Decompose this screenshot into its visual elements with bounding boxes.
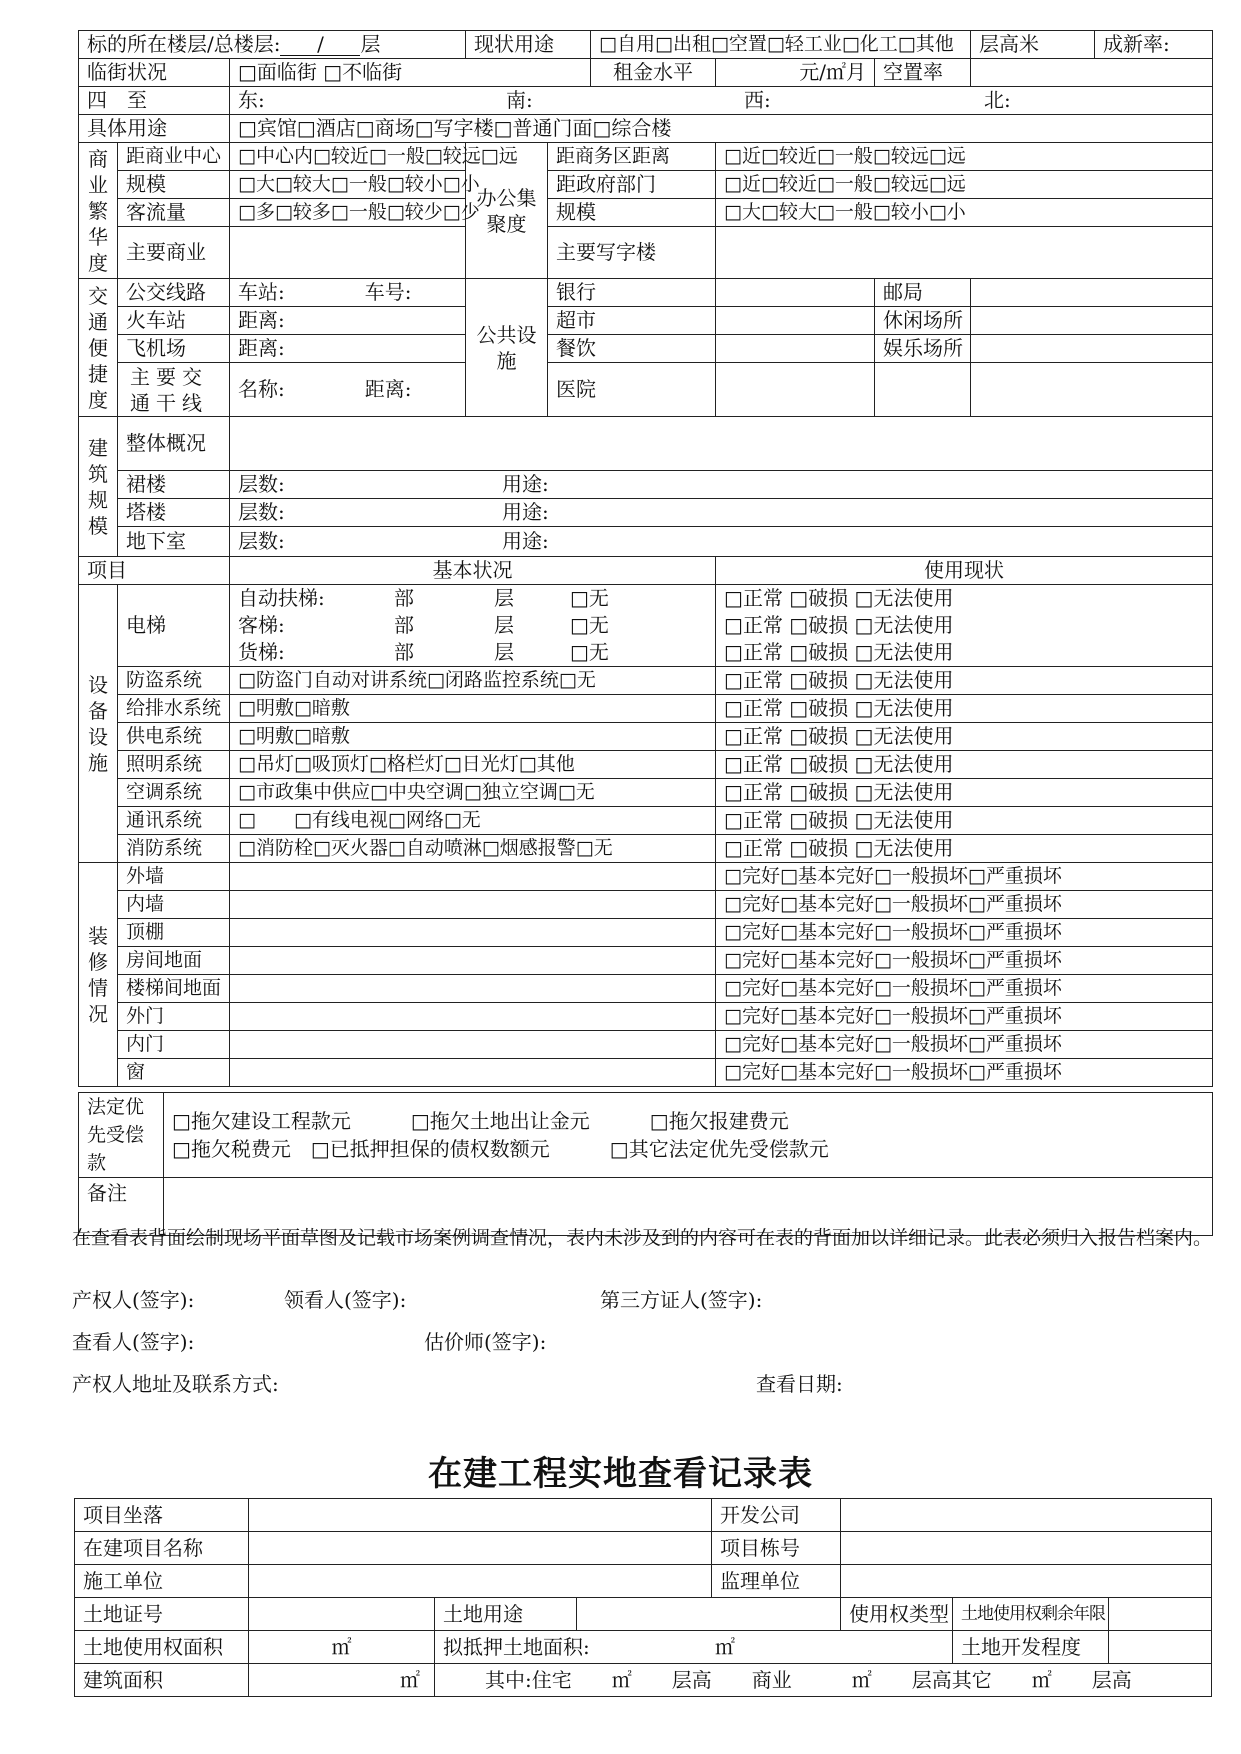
row-specific-use	[79, 115, 1213, 143]
decoration-label: 外门	[118, 1003, 230, 1031]
row-commercial-2	[79, 171, 1213, 199]
elevator-unit: 部	[394, 586, 414, 610]
row-equipment	[79, 667, 1213, 695]
status-options[interactable]: □正常 □破损 □无法使用	[724, 586, 954, 610]
equipment-options[interactable]: □ □有线电视□网络□无	[230, 807, 716, 835]
decoration-status[interactable]: □完好□基本完好□一般损坏□严重损坏	[716, 919, 1213, 947]
office-label: 主要写字楼	[548, 227, 716, 279]
decoration-group-label: 装修情况	[79, 863, 118, 1087]
mortgage-land-unit: ㎡	[715, 1634, 735, 1659]
project-location-value[interactable]	[249, 1499, 712, 1532]
row-decoration	[79, 891, 1213, 919]
decoration-label: 楼梯间地面	[118, 975, 230, 1003]
decoration-status[interactable]: □完好□基本完好□一般损坏□严重损坏	[716, 975, 1213, 1003]
bound-west: 西:	[744, 88, 771, 112]
form-note: 在查看表背面绘制现场平面草图及记载市场案例调查情况，表内未涉及到的内容可在表的背面加以详细记录。此表必须归入报告档案内。	[72, 1227, 1213, 1249]
decoration-value[interactable]	[230, 891, 716, 919]
developer-label: 开发公司	[712, 1499, 841, 1532]
project-name-label: 在建项目名称	[75, 1532, 249, 1565]
elevator-unit: 部	[394, 613, 414, 637]
row-construction	[75, 1499, 1212, 1532]
bound-east: 东:	[238, 88, 265, 112]
right-type-label: 使用权类型	[841, 1598, 953, 1631]
building-area-unit[interactable]: ㎡	[249, 1664, 435, 1697]
overview-label: 整体概况	[118, 417, 230, 471]
commercial-group-label: 商业繁华度	[79, 143, 118, 279]
owner-address[interactable]: 产权人地址及联系方式:	[72, 1372, 279, 1396]
decoration-status[interactable]: □完好□基本完好□一般损坏□严重损坏	[716, 947, 1213, 975]
priority-options[interactable]	[164, 1093, 1213, 1178]
status-options[interactable]: □正常 □破损 □无法使用	[716, 695, 1213, 723]
equipment-label: 消防系统	[118, 835, 230, 863]
row-building	[79, 471, 1213, 499]
bounds-label: 四 至	[79, 87, 230, 115]
building-value[interactable]	[230, 527, 1213, 557]
equipment-options[interactable]: □市政集中供应□中央空调□独立空调□无	[230, 779, 716, 807]
facility-right-value[interactable]	[971, 307, 1213, 335]
elevator-none[interactable]: □无	[570, 586, 609, 610]
building-value[interactable]	[230, 471, 1213, 499]
vacancy-label: 空置率	[875, 59, 971, 87]
row-construction	[75, 1631, 1212, 1664]
elevator-name: 自动扶梯:	[238, 586, 325, 610]
equipment-label: 空调系统	[118, 779, 230, 807]
contractor-label: 施工单位	[75, 1565, 249, 1598]
elevator-none[interactable]: □无	[570, 640, 609, 664]
decoration-status[interactable]: □完好□基本完好□一般损坏□严重损坏	[716, 1059, 1213, 1087]
elevator-line	[238, 612, 707, 639]
decoration-value[interactable]	[230, 947, 716, 975]
floor-value[interactable]: /	[280, 33, 360, 56]
bound-south: 南:	[506, 88, 533, 112]
row-equipment	[79, 695, 1213, 723]
building-use: 用途:	[502, 529, 549, 553]
priority-label: 法定优先受偿款	[79, 1093, 164, 1178]
status-options[interactable]: □正常 □破损 □无法使用	[716, 779, 1213, 807]
priority-line[interactable]: □拖欠税费元 □已抵押担保的债权数额元 □其它法定优先受偿款元	[172, 1137, 829, 1161]
street-options[interactable]: □面临街 □不临街	[230, 59, 591, 87]
building-label: 裙楼	[118, 471, 230, 499]
building-use: 用途:	[502, 500, 549, 524]
building-number-label: 项目栋号	[712, 1532, 841, 1565]
equipment-label: 照明系统	[118, 751, 230, 779]
specific-use-options[interactable]: □宾馆□酒店□商场□写字楼□普通门面□综合楼	[230, 115, 1213, 143]
row-traffic-2	[79, 307, 1213, 335]
elevator-label: 电梯	[118, 585, 230, 667]
row-traffic-4	[79, 363, 1213, 417]
traffic-value[interactable]: 车站: 车号:	[230, 279, 466, 307]
row-street	[79, 59, 1213, 87]
row-decoration	[79, 975, 1213, 1003]
use-label: 现状用途	[466, 31, 591, 59]
decoration-label: 顶棚	[118, 919, 230, 947]
inspection-table	[78, 30, 1213, 1087]
equipment-label: 防盗系统	[118, 667, 230, 695]
office-options[interactable]: □近□较近□一般□较远□远	[716, 143, 1213, 171]
floor-label: 标的所在楼层/总楼层:	[87, 32, 281, 56]
office-group-label: 办公集聚度	[466, 143, 548, 279]
decoration-label: 房间地面	[118, 947, 230, 975]
building-number-value[interactable]	[841, 1532, 1212, 1565]
elevator-floor: 层	[494, 640, 514, 664]
decoration-value[interactable]	[230, 1031, 716, 1059]
facility-left-value[interactable]	[716, 335, 875, 363]
commercial-options[interactable]: □多□较多□一般□较少□少	[230, 199, 466, 227]
traffic-label: 火车站	[118, 307, 230, 335]
decoration-status[interactable]: □完好□基本完好□一般损坏□严重损坏	[716, 1031, 1213, 1059]
office-options[interactable]	[716, 227, 1213, 279]
decoration-value[interactable]	[230, 863, 716, 891]
facility-left: 餐饮	[548, 335, 716, 363]
bound-north: 北:	[984, 88, 1011, 112]
land-cert-value[interactable]	[249, 1598, 435, 1631]
commercial-label: 主要商业	[118, 227, 230, 279]
office-label: 距商务区距离	[548, 143, 716, 171]
commercial-label: 距商业中心	[118, 143, 230, 171]
facility-left-value[interactable]	[716, 363, 875, 417]
mortgage-land-label: 拟抵押土地面积:	[443, 1634, 590, 1659]
facility-right-value[interactable]	[971, 279, 1213, 307]
decoration-label: 外墙	[118, 863, 230, 891]
decoration-value[interactable]	[230, 919, 716, 947]
status-options[interactable]: □正常 □破损 □无法使用	[716, 807, 1213, 835]
equipment-options[interactable]: □消防栓□灭火器□自动喷淋□烟感报警□无	[230, 835, 716, 863]
row-elevator	[79, 585, 1213, 667]
facility-right	[875, 363, 971, 417]
traffic-group-label: 交通便捷度	[79, 279, 118, 417]
row-building	[79, 527, 1213, 557]
building-value[interactable]	[230, 499, 1213, 527]
row-decoration	[79, 947, 1213, 975]
row-equipment	[79, 835, 1213, 863]
row-floor	[79, 31, 1213, 59]
row-bounds	[79, 87, 1213, 115]
office-options[interactable]: □大□较大□一般□较小□小	[716, 199, 1213, 227]
appraiser-signature[interactable]: 估价师(签字):	[424, 1330, 547, 1354]
owner-signature[interactable]: 产权人(签字):	[72, 1288, 195, 1312]
elevator-status[interactable]	[716, 585, 1213, 667]
elevator-values[interactable]	[230, 585, 716, 667]
building-use: 用途:	[502, 472, 549, 496]
building-floors: 层数:	[238, 529, 285, 553]
newness-label: 成新率:	[1095, 31, 1213, 59]
header-status: 使用现状	[716, 557, 1213, 585]
decoration-label: 内门	[118, 1031, 230, 1059]
row-construction	[75, 1565, 1212, 1598]
witness-signature[interactable]: 第三方证人(签字):	[600, 1288, 763, 1312]
commercial-label: 客流量	[118, 199, 230, 227]
equipment-label: 通讯系统	[118, 807, 230, 835]
header-basic: 基本状况	[230, 557, 716, 585]
vacancy-value[interactable]	[971, 59, 1213, 87]
commercial-options[interactable]	[230, 227, 466, 279]
elevator-floor: 层	[494, 613, 514, 637]
decoration-value[interactable]	[230, 1059, 716, 1087]
row-traffic-3	[79, 335, 1213, 363]
decoration-value[interactable]	[230, 1003, 716, 1031]
equipment-options[interactable]: □防盗门自动对讲系统□闭路监控系统□无	[230, 667, 716, 695]
equipment-options[interactable]: □明敷□暗敷	[230, 723, 716, 751]
decoration-value[interactable]	[230, 975, 716, 1003]
building-label: 塔楼	[118, 499, 230, 527]
land-area-unit[interactable]: ㎡	[249, 1631, 435, 1664]
land-development-value[interactable]	[1109, 1631, 1212, 1664]
row-commercial-3	[79, 199, 1213, 227]
row-commercial-1	[79, 143, 1213, 171]
row-decoration	[79, 1059, 1213, 1087]
rent-label: 租金水平	[591, 59, 716, 87]
rent-unit: 元/㎡月	[716, 59, 875, 87]
land-area-label: 土地使用权面积	[75, 1631, 249, 1664]
commercial-options[interactable]: □大□较大□一般□较小□小	[230, 171, 466, 199]
office-label: 距政府部门	[548, 171, 716, 199]
equipment-group-label: 设备设施	[79, 585, 118, 863]
building-area-breakdown[interactable]: 其中:住宅 ㎡ 层高 商业 ㎡ 层高其它 ㎡ 层高	[435, 1664, 1212, 1697]
land-use-label: 土地用途	[435, 1598, 577, 1631]
office-options[interactable]: □近□较近□一般□较远□远	[716, 171, 1213, 199]
status-options[interactable]: □正常 □破损 □无法使用	[724, 613, 954, 637]
row-decoration	[79, 919, 1213, 947]
remaining-years-value[interactable]	[1109, 1598, 1212, 1631]
supervisor-label: 监理单位	[712, 1565, 841, 1598]
contractor-value[interactable]	[249, 1565, 712, 1598]
floor-unit: 层	[360, 32, 381, 56]
project-name-value[interactable]	[249, 1532, 712, 1565]
row-decoration	[79, 1003, 1213, 1031]
equipment-header-row	[79, 557, 1213, 585]
land-cert-label: 土地证号	[75, 1598, 249, 1631]
traffic-label: 主要交通干线	[118, 363, 230, 417]
row-commercial-4	[79, 227, 1213, 279]
row-equipment	[79, 723, 1213, 751]
row-building	[79, 499, 1213, 527]
elevator-none[interactable]: □无	[570, 613, 609, 637]
priority-line[interactable]: □拖欠建设工程款元 □拖欠土地出让金元 □拖欠报建费元	[172, 1109, 789, 1133]
land-development-label: 土地开发程度	[953, 1631, 1109, 1664]
status-options[interactable]: □正常 □破损 □无法使用	[716, 667, 1213, 695]
decoration-status[interactable]: □完好□基本完好□一般损坏□严重损坏	[716, 1003, 1213, 1031]
traffic-label: 飞机场	[118, 335, 230, 363]
elevator-unit: 部	[394, 640, 414, 664]
supervisor-value[interactable]	[841, 1565, 1212, 1598]
elevator-line	[238, 639, 707, 666]
public-group-label: 公共设施	[466, 279, 548, 417]
status-options[interactable]: □正常 □破损 □无法使用	[724, 640, 954, 664]
office-label: 规模	[548, 199, 716, 227]
facility-left-value[interactable]	[716, 279, 875, 307]
facility-right-value[interactable]	[971, 363, 1213, 417]
building-floors: 层数:	[238, 500, 285, 524]
equipment-options[interactable]: □明敷□暗敷	[230, 695, 716, 723]
construction-table	[74, 1498, 1212, 1697]
inspector-signature[interactable]: 查看人(签字):	[72, 1330, 195, 1354]
guide-signature[interactable]: 领看人(签字):	[284, 1288, 407, 1312]
row-decoration	[79, 1031, 1213, 1059]
priority-table	[78, 1092, 1213, 1236]
elevator-name: 客梯:	[238, 613, 285, 637]
facility-left-value[interactable]	[716, 307, 875, 335]
building-label: 地下室	[118, 527, 230, 557]
facility-left: 医院	[548, 363, 716, 417]
row-priority	[79, 1093, 1213, 1178]
row-equipment	[79, 807, 1213, 835]
decoration-label: 内墙	[118, 891, 230, 919]
building-group-label: 建筑规模	[79, 417, 118, 557]
status-options[interactable]: □正常 □破损 □无法使用	[716, 723, 1213, 751]
developer-value[interactable]	[841, 1499, 1212, 1532]
facility-left: 银行	[548, 279, 716, 307]
remarks-label: 备注	[79, 1178, 164, 1236]
facility-right-value[interactable]	[971, 335, 1213, 363]
row-building-overview	[79, 417, 1213, 471]
traffic-label: 公交线路	[118, 279, 230, 307]
equipment-label: 供电系统	[118, 723, 230, 751]
status-options[interactable]: □正常 □破损 □无法使用	[716, 835, 1213, 863]
equipment-label: 给排水系统	[118, 695, 230, 723]
building-floors: 层数:	[238, 472, 285, 496]
decoration-label: 窗	[118, 1059, 230, 1087]
commercial-options[interactable]: □中心内□较近□一般□较远□远	[230, 143, 466, 171]
traffic-value[interactable]: 名称: 距离:	[230, 363, 466, 417]
floor-cell	[79, 31, 466, 59]
row-construction	[75, 1532, 1212, 1565]
specific-use-label: 具体用途	[79, 115, 230, 143]
decoration-status[interactable]: □完好□基本完好□一般损坏□严重损坏	[716, 863, 1213, 891]
overview-value[interactable]	[230, 417, 1213, 471]
street-label: 临街状况	[79, 59, 230, 87]
building-area-label: 建筑面积	[75, 1664, 249, 1697]
row-construction	[75, 1664, 1212, 1697]
elevator-floor: 层	[494, 586, 514, 610]
status-options[interactable]: □正常 □破损 □无法使用	[716, 751, 1213, 779]
facility-left: 超市	[548, 307, 716, 335]
row-traffic-1	[79, 279, 1213, 307]
construction-form-title: 在建工程实地查看记录表	[428, 1454, 813, 1494]
header-item: 项目	[79, 557, 230, 585]
height-label: 层高米	[971, 31, 1095, 59]
facility-right: 娱乐场所	[875, 335, 971, 363]
mortgage-land-area[interactable]	[435, 1631, 953, 1664]
project-location-label: 项目坐落	[75, 1499, 249, 1532]
bounds-values[interactable]	[230, 87, 1213, 115]
land-use-value[interactable]	[577, 1598, 841, 1631]
row-equipment	[79, 751, 1213, 779]
use-options[interactable]: □自用□出租□空置□轻工业□化工□其他	[591, 31, 971, 59]
elevator-name: 货梯:	[238, 640, 285, 664]
inspection-date[interactable]: 查看日期:	[756, 1372, 843, 1396]
equipment-options[interactable]: □吊灯□吸顶灯□格栏灯□日光灯□其他	[230, 751, 716, 779]
commercial-label: 规模	[118, 171, 230, 199]
elevator-line	[238, 585, 707, 612]
decoration-status[interactable]: □完好□基本完好□一般损坏□严重损坏	[716, 891, 1213, 919]
remaining-years-label: 土地使用权剩余年限	[953, 1598, 1109, 1631]
row-decoration	[79, 863, 1213, 891]
row-equipment	[79, 779, 1213, 807]
traffic-value[interactable]: 距离:	[230, 335, 466, 363]
facility-right: 邮局	[875, 279, 971, 307]
facility-right: 休闲场所	[875, 307, 971, 335]
row-construction	[75, 1598, 1212, 1631]
traffic-value[interactable]: 距离:	[230, 307, 466, 335]
